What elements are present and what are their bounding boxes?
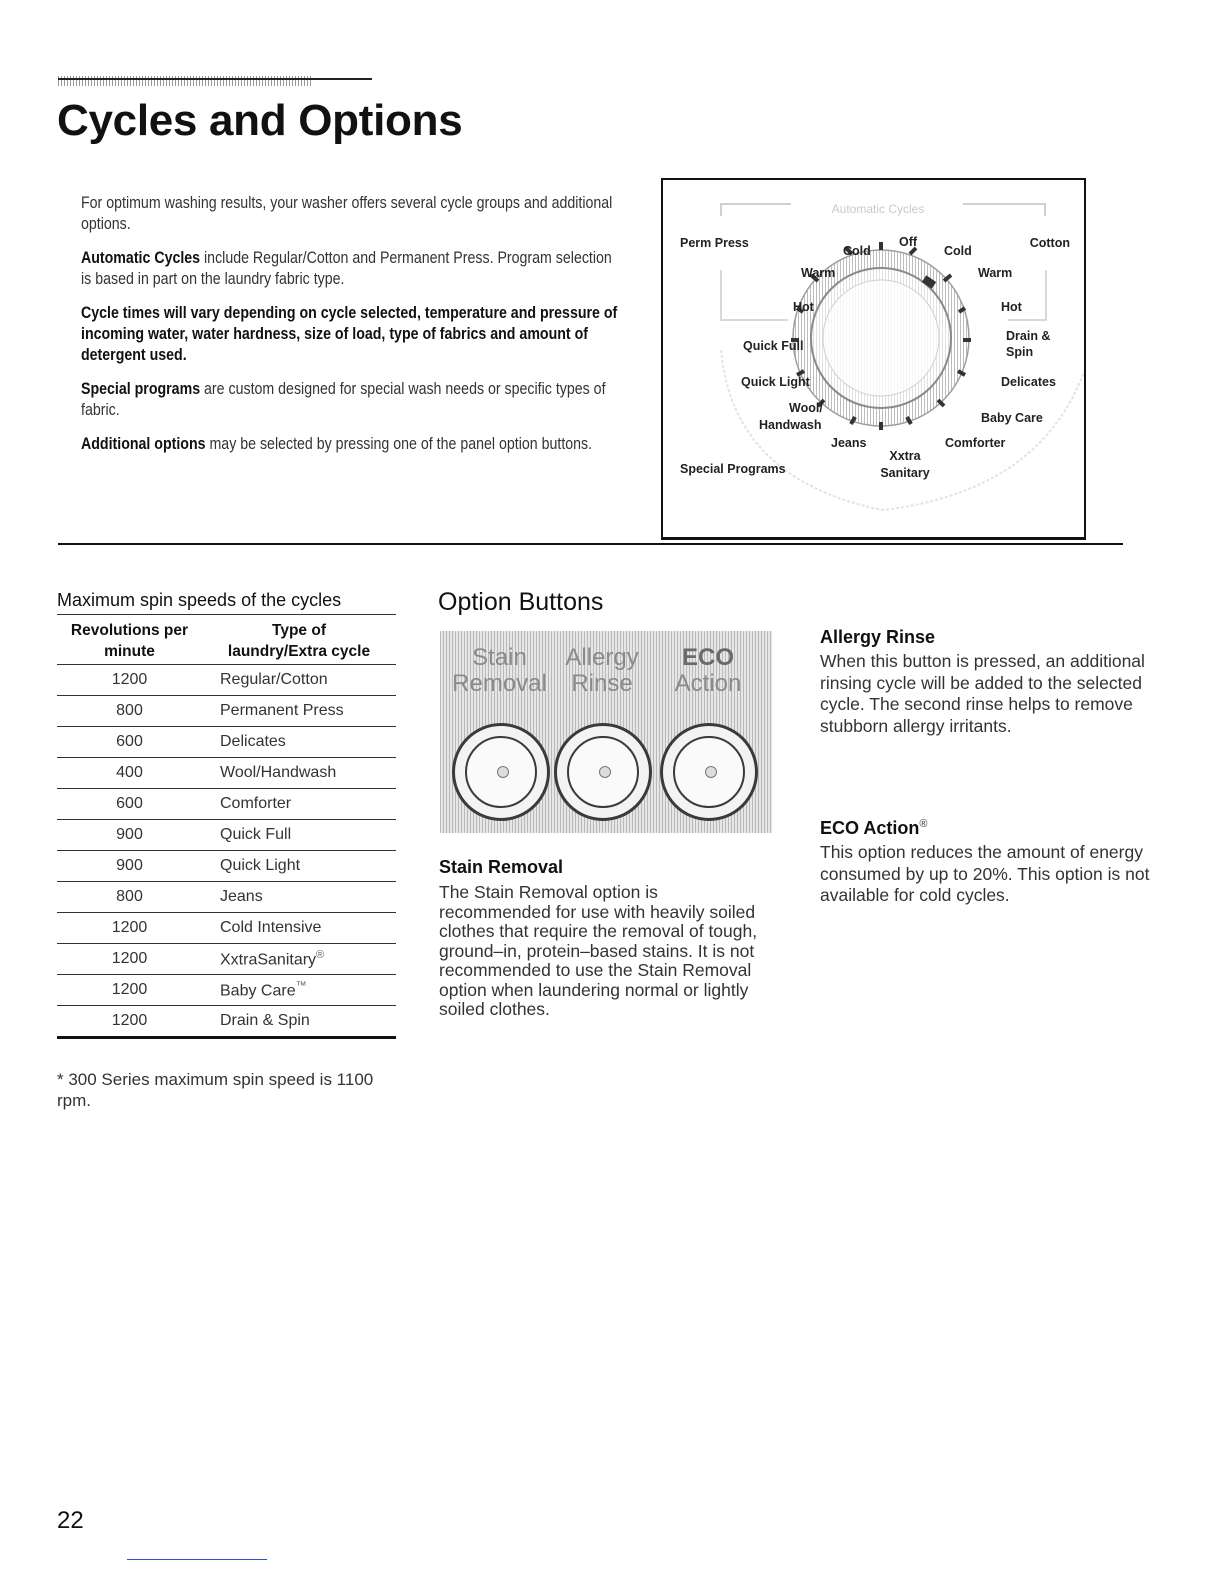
label-perm-press: Perm Press xyxy=(680,236,749,250)
table-row xyxy=(57,758,396,789)
table-row xyxy=(57,913,396,944)
allergy-rinse-title: Allergy Rinse xyxy=(820,627,936,647)
allergy-rinse-button[interactable] xyxy=(554,723,652,821)
col-header-cycle: Type of laundry/Extra cycle xyxy=(202,620,396,665)
cycle-cell: Comforter xyxy=(202,789,396,820)
page-number: 22 xyxy=(57,1507,84,1534)
cycle-cell: Baby Care™ xyxy=(202,975,396,1006)
cycle-cell: Quick Light xyxy=(202,851,396,882)
rpm-cell: 1200 xyxy=(57,665,202,696)
table-row xyxy=(57,696,396,727)
table-row xyxy=(57,944,396,975)
rpm-cell: 800 xyxy=(57,696,202,727)
rpm-cell: 1200 xyxy=(57,1006,202,1038)
spin-speed-table xyxy=(57,620,396,1039)
label-xxtra-1: Xxtra xyxy=(889,449,921,463)
perm-press-bracket xyxy=(721,270,788,320)
additional-options-paragraph: Additional options may be selected by pressing one of the panel option buttons. xyxy=(81,435,593,453)
table-row xyxy=(57,851,396,882)
automatic-cycles-paragraph: Automatic Cycles include Regular/Cotton and Permanent Press. Program selection is based in part on the laundry fabric type. xyxy=(81,249,612,288)
label-cold-right: Cold xyxy=(944,244,972,258)
dial-knob-center xyxy=(823,280,939,396)
label-delicates: Delicates xyxy=(1001,375,1056,389)
trademark-mark: ™ xyxy=(295,979,307,992)
button-dot-icon xyxy=(705,766,717,778)
rpm-cell: 800 xyxy=(57,882,202,913)
table-header-row xyxy=(57,620,396,665)
cycle-cell: Delicates xyxy=(202,727,396,758)
label-off: Off xyxy=(898,235,918,249)
automatic-bracket-right xyxy=(963,204,1045,216)
cycle-cell: Jeans xyxy=(202,882,396,913)
automatic-cycles-label: Automatic Cycles xyxy=(831,202,925,216)
cycle-cell: Regular/Cotton xyxy=(202,665,396,696)
option-buttons-panel xyxy=(440,631,772,833)
table-row xyxy=(57,665,396,696)
tick-warm-right xyxy=(944,275,951,281)
registered-mark: ® xyxy=(919,818,928,830)
stain-removal-button[interactable] xyxy=(452,723,550,821)
rpm-cell: 600 xyxy=(57,727,202,758)
col-header-rpm: Revolutions per minute xyxy=(57,620,202,665)
eco-action-title: ECO Action® xyxy=(820,818,928,838)
cycle-cell: Drain & Spin xyxy=(202,1006,396,1038)
label-drain-spin-1: Drain & xyxy=(1006,329,1051,343)
footnote: * 300 Series maximum spin speed is 1100 rpm. xyxy=(57,1070,374,1110)
intro-paragraph: For optimum washing results, your washer offers several cycle groups and additional options. xyxy=(81,194,613,233)
label-cotton: Cotton xyxy=(1029,236,1070,250)
label-quick-full: Quick Full xyxy=(743,339,804,353)
rpm-cell: 900 xyxy=(57,820,202,851)
label-baby-care: Baby Care xyxy=(981,411,1043,425)
cycle-cell: Quick Full xyxy=(202,820,396,851)
spin-table-caption: Maximum spin speeds of the cycles xyxy=(57,590,342,610)
button-dot-icon xyxy=(497,766,509,778)
cycle-dial-figure xyxy=(663,180,1084,537)
allergy-rinse-text: When this button is pressed, an additional rinsing cycle will be added to the selected cycle. The second rinse helps to remove stubborn allergy irritants. xyxy=(820,651,1145,736)
label-hot-right: Hot xyxy=(1001,300,1022,314)
allergy-rinse-label: Allergy Rinse xyxy=(565,644,639,697)
cycle-cell: Wool/Handwash xyxy=(202,758,396,789)
label-warm-left: Warm xyxy=(801,266,836,280)
table-row xyxy=(57,820,396,851)
label-quick-light: Quick Light xyxy=(741,375,810,389)
label-hot-left: Hot xyxy=(793,300,814,314)
label-cold-left: Cold xyxy=(843,244,871,258)
eco-action-label: ECO Action xyxy=(674,644,742,697)
spin-caption-rule xyxy=(57,614,396,615)
label-jeans: Jeans xyxy=(831,436,867,450)
table-row xyxy=(57,975,396,1006)
cycle-cell: XxtraSanitary® xyxy=(202,944,396,975)
rpm-cell: 400 xyxy=(57,758,202,789)
label-comforter: Comforter xyxy=(945,436,1006,450)
registered-mark: ® xyxy=(316,948,325,961)
stain-removal-text: The Stain Removal option is recommended for use with heavily soiled clothes that require the removal of tough, ground–in, protein–based stains. It is not recommended to use the Stain Removal option when laundering normal or lightly soiled clothes. xyxy=(439,882,758,1019)
cycle-cell: Permanent Press xyxy=(202,696,396,727)
rpm-cell: 600 xyxy=(57,789,202,820)
rpm-cell: 1200 xyxy=(57,944,202,975)
cycle-cell: Cold Intensive xyxy=(202,913,396,944)
label-special-programs: Special Programs xyxy=(680,462,786,476)
table-row xyxy=(57,1006,396,1038)
footer-rule xyxy=(127,1559,267,1560)
label-warm-right: Warm xyxy=(978,266,1013,280)
automatic-bracket-left xyxy=(721,204,791,216)
table-row xyxy=(57,727,396,758)
label-xxtra-2: Sanitary xyxy=(880,466,930,480)
rpm-cell: 1200 xyxy=(57,975,202,1006)
stain-removal-label: Stain Removal xyxy=(452,644,547,697)
option-buttons-heading: Option Buttons xyxy=(438,588,604,616)
section-divider xyxy=(58,543,1123,545)
rpm-cell: 1200 xyxy=(57,913,202,944)
special-programs-paragraph: Special programs are custom designed for special wash needs or specific types of fabric. xyxy=(81,380,606,419)
eco-action-button[interactable] xyxy=(660,723,758,821)
rpm-cell: 900 xyxy=(57,851,202,882)
cycle-times-paragraph: Cycle times will vary depending on cycle selected, temperature and pressure of incoming water, water hardness, size of load, type of fabrics and amount of detergent used. xyxy=(81,304,618,364)
header-rule xyxy=(58,78,372,80)
label-wool-1: Wool/ xyxy=(789,401,823,415)
label-drain-spin-2: Spin xyxy=(1006,345,1034,359)
eco-action-text: This option reduces the amount of energy consumed by up to 20%. This option is not available for cold cycles. xyxy=(820,842,1150,905)
button-dot-icon xyxy=(599,766,611,778)
cycle-dial-diagram xyxy=(661,178,1086,540)
label-wool-2: Handwash xyxy=(759,418,822,432)
table-row xyxy=(57,789,396,820)
table-row xyxy=(57,882,396,913)
intro-text xyxy=(81,193,626,468)
page-title: Cycles and Options xyxy=(57,96,463,145)
stain-removal-title: Stain Removal xyxy=(439,857,564,877)
